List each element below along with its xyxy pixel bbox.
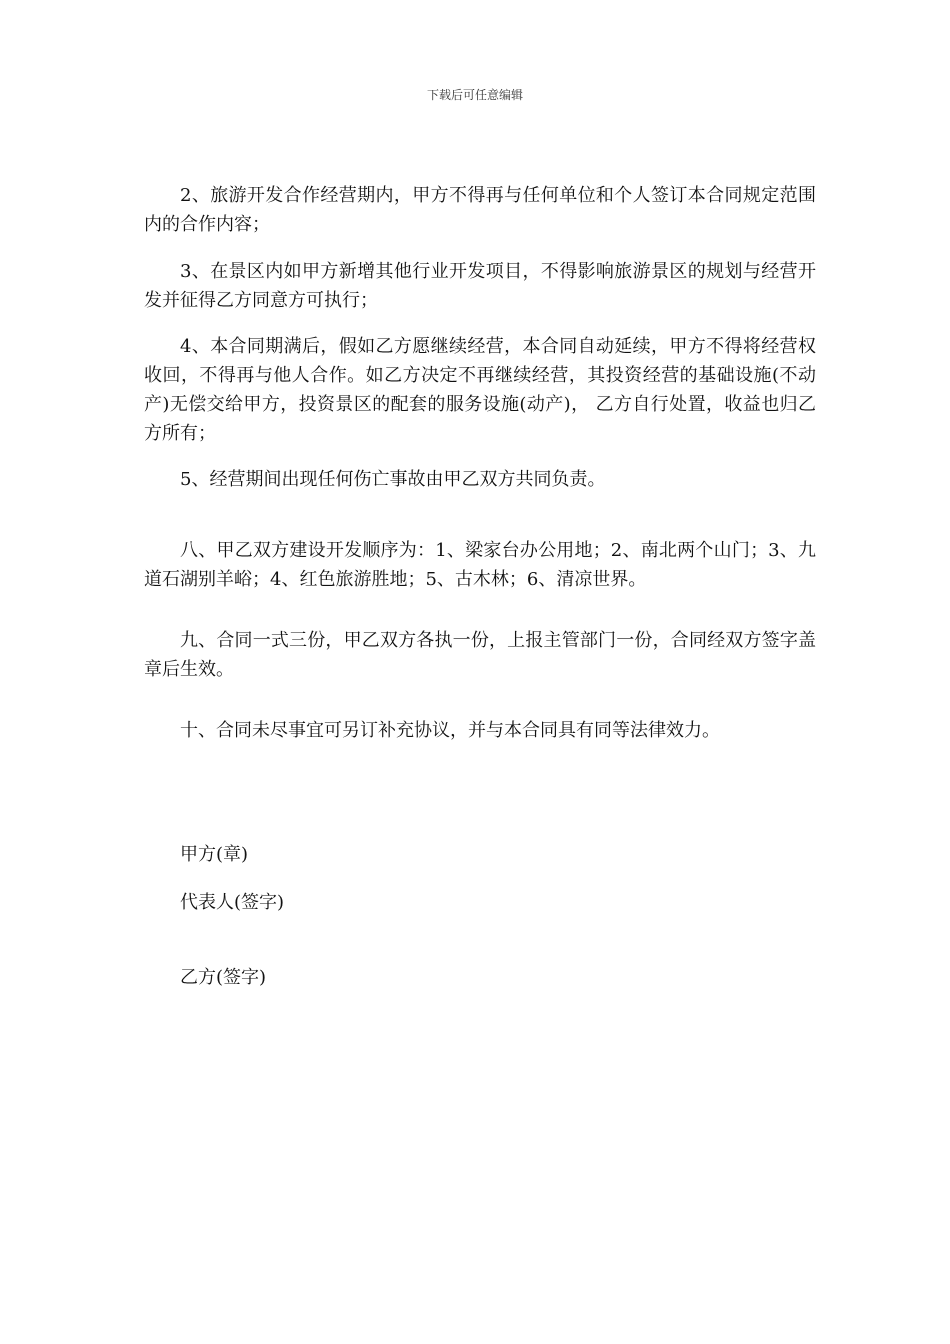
clause-8-block <box>144 536 816 594</box>
clause-9-block <box>144 626 816 684</box>
party-a-seal: 甲方(章) <box>180 844 249 865</box>
clause-9: 九、合同一式三份，甲乙双方各执一份，上报主管部门一份，合同经双方签字盖章后生效。 <box>144 630 816 680</box>
clause-8: 八、甲乙双方建设开发顺序为：1、梁家台办公用地；2、南北两个山门；3、九道石湖别羊峪；4、红色旅游胜地；5、古木林；6、清凉世界。 <box>144 540 816 590</box>
party-b-signature: 乙方(签字) <box>180 967 267 988</box>
clause-5: 5、经营期间出现任何伤亡事故由甲乙双方共同负责。 <box>180 469 606 490</box>
clause-4: 4、本合同期满后，假如乙方愿继续经营，本合同自动延续，甲方不得将经营权收回，不得再与他人合作。如乙方决定不再继续经营，其投资经营的基础设施(不动产)无偿交给甲方，投资景区的配套的服务设施(动产)， 乙方自行处置，收益也归乙方所有； <box>144 336 816 444</box>
clause-10-block <box>144 716 816 745</box>
clause-group-1 <box>144 181 816 494</box>
clause-2: 2、旅游开发合作经营期内，甲方不得再与任何单位和个人签订本合同规定范围内的合作内容； <box>144 185 816 235</box>
header-note: 下载后可任意编辑 <box>426 88 523 102</box>
clause-3: 3、在景区内如甲方新增其他行业开发项目，不得影响旅游景区的规划与经营开发并征得乙方同意方可执行； <box>144 261 816 311</box>
representative-signature: 代表人(签字) <box>180 892 285 913</box>
clause-10: 十、合同未尽事宜可另订补充协议，并与本合同具有同等法律效力。 <box>180 720 720 741</box>
